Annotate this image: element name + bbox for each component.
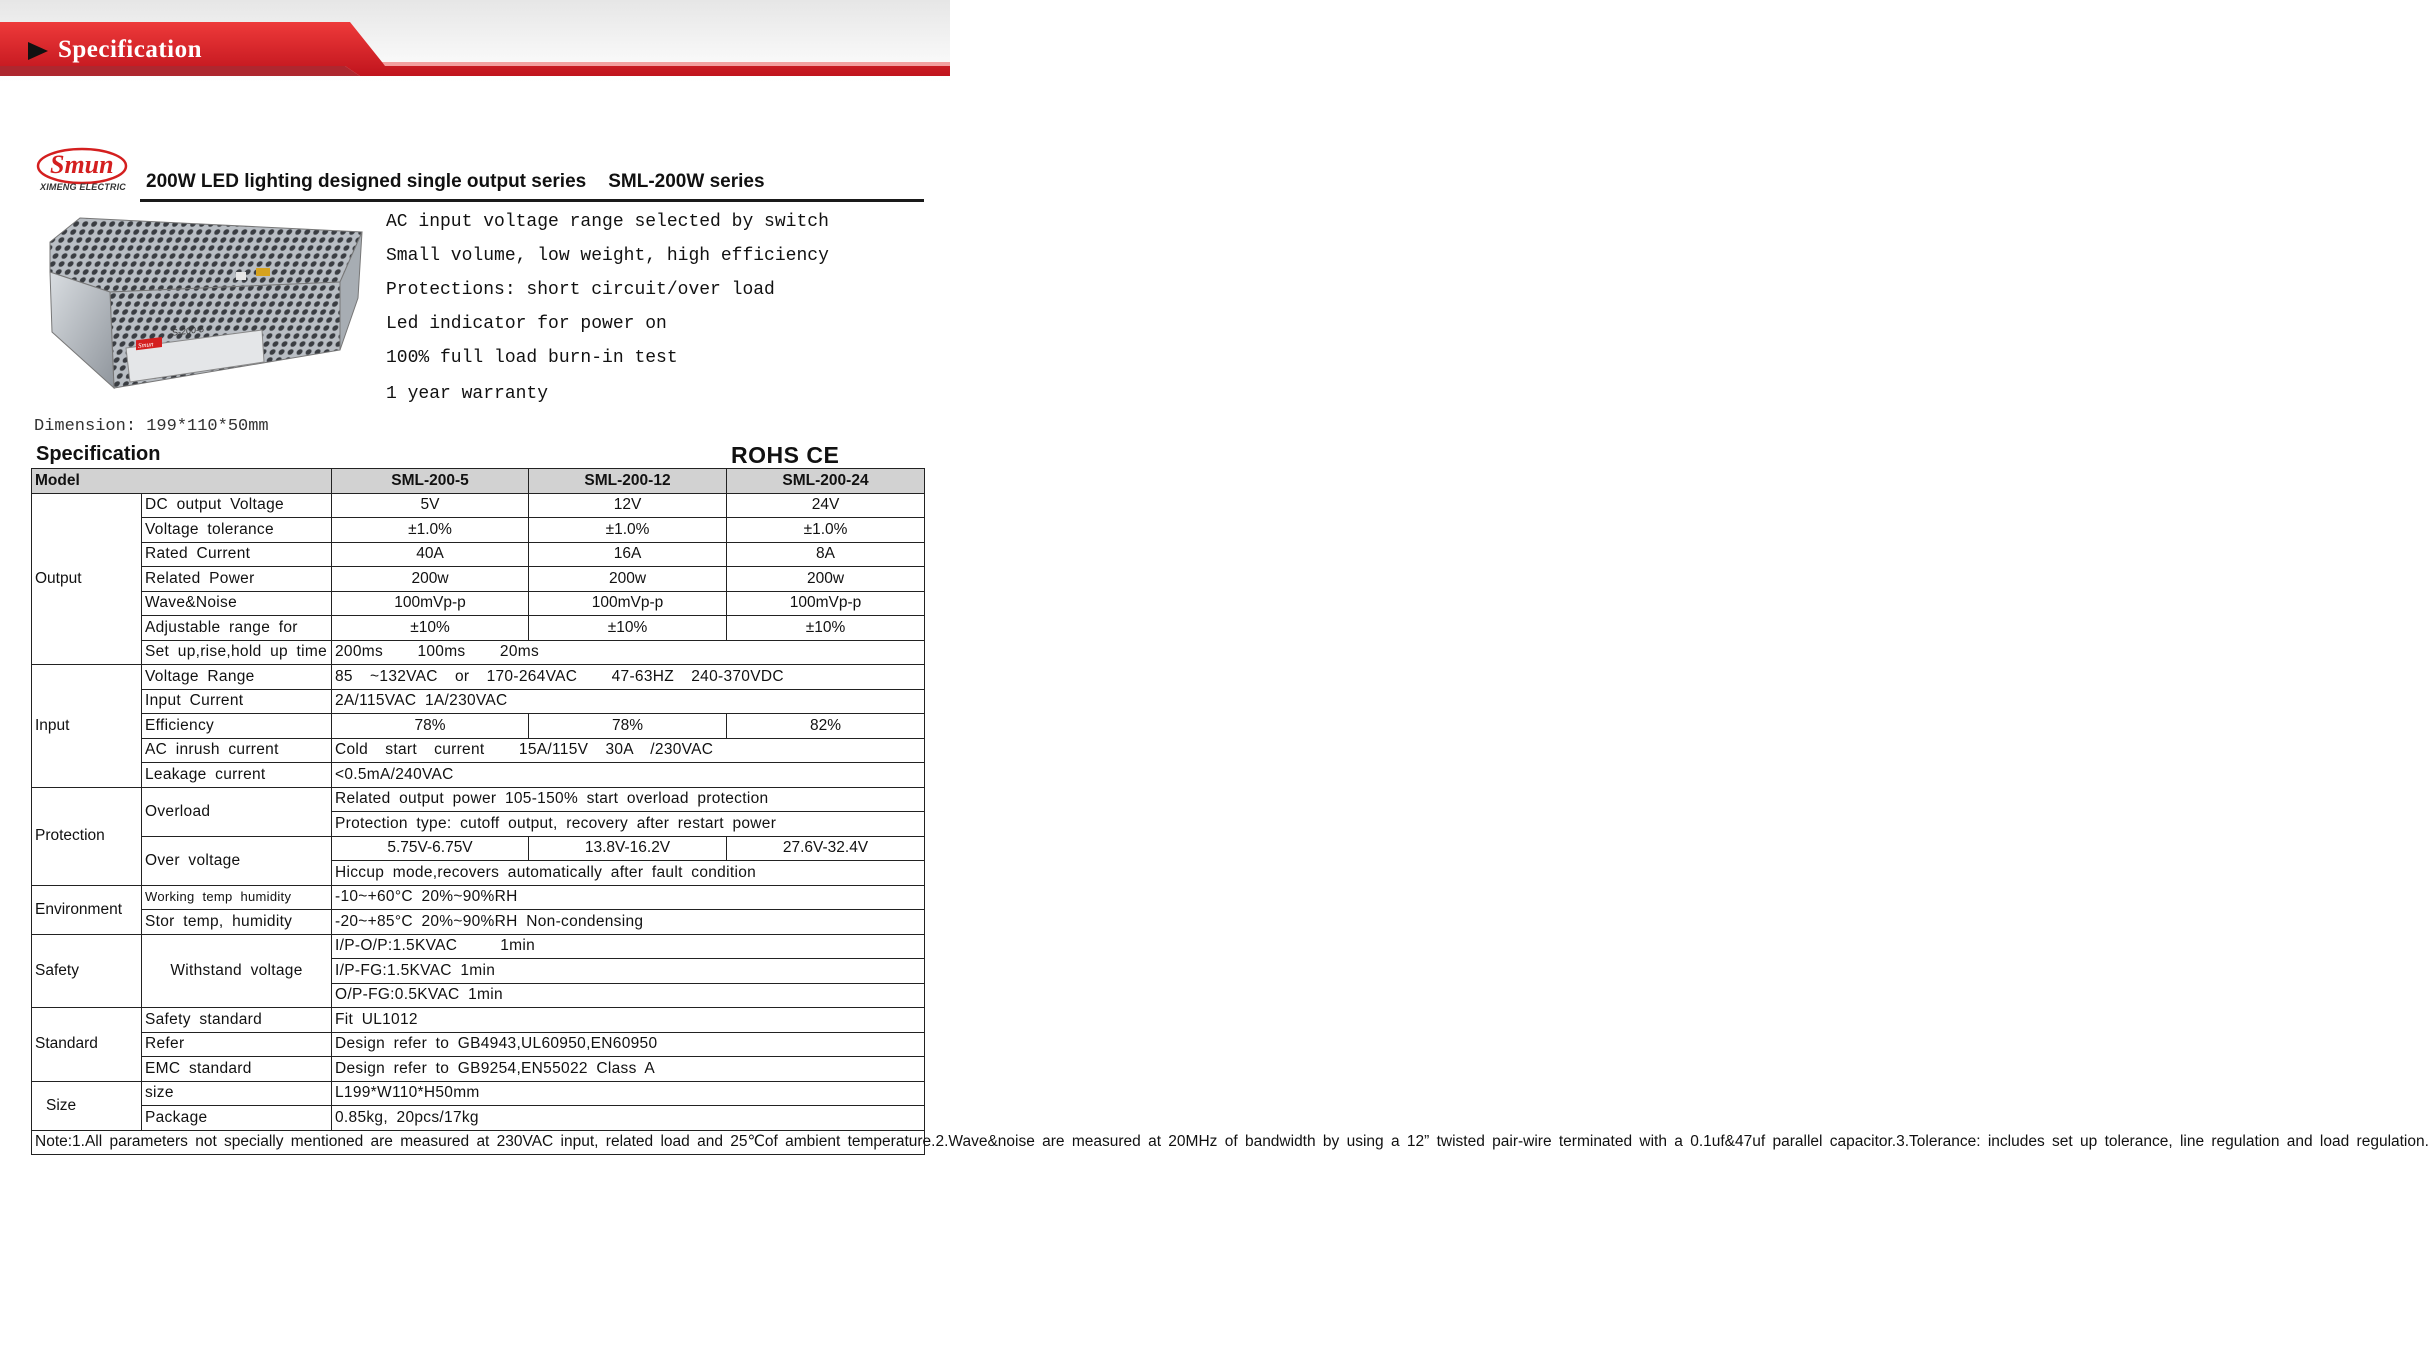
logo-subtitle: XIMENG ELECTRIC	[40, 182, 127, 192]
table-row	[32, 640, 925, 665]
table-cell: Related output power 105-150% start overload protection	[332, 787, 925, 812]
table-cell: <0.5mA/240VAC	[332, 763, 925, 788]
row-label: Input Current	[142, 689, 332, 714]
table-cell: 78%	[529, 714, 727, 739]
table-cell: -10~+60°C 20%~90%RH	[332, 885, 925, 910]
table-cell: O/P-FG:0.5KVAC 1min	[332, 983, 925, 1008]
row-label: AC inrush current	[142, 738, 332, 763]
row-label: Wave&Noise	[142, 591, 332, 616]
table-row	[32, 542, 925, 567]
table-cell: 100mVp-p	[332, 591, 529, 616]
row-label: Efficiency	[142, 714, 332, 739]
row-label: Safety standard	[142, 1008, 332, 1033]
row-label: Set up,rise,hold up time	[142, 640, 332, 665]
table-header-row	[32, 469, 925, 494]
feature-item: 1 year warranty	[386, 384, 549, 404]
section-banner	[0, 0, 950, 82]
table-row	[32, 934, 925, 959]
table-cell: 2A/115VAC 1A/230VAC	[332, 689, 925, 714]
table-cell: L199*W110*H50mm	[332, 1081, 925, 1106]
psu-model-label: S-200-5	[172, 323, 204, 338]
table-cell: 200w	[727, 567, 925, 592]
row-label: size	[142, 1081, 332, 1106]
table-row	[32, 616, 925, 641]
model-header-cell: SML-200-24	[727, 469, 925, 494]
table-cell: I/P-FG:1.5KVAC 1min	[332, 959, 925, 984]
model-header-cell: SML-200-5	[332, 469, 529, 494]
table-cell: 0.85kg, 20pcs/17kg	[332, 1106, 925, 1131]
product-title	[146, 171, 765, 193]
table-row	[32, 1032, 925, 1057]
feature-list	[386, 209, 829, 415]
table-cell: 16A	[529, 542, 727, 567]
row-label: Refer	[142, 1032, 332, 1057]
table-row	[32, 885, 925, 910]
row-label: Adjustable range for	[142, 616, 332, 641]
group-size: Size	[32, 1081, 142, 1130]
banner-title: Specification	[58, 36, 202, 63]
table-row	[32, 689, 925, 714]
table-cell: ±1.0%	[529, 518, 727, 543]
table-row	[32, 1008, 925, 1033]
row-label: Related Power	[142, 567, 332, 592]
row-label: Overload	[142, 787, 332, 836]
table-row	[32, 836, 925, 861]
feature-item: Led indicator for power on	[386, 314, 667, 334]
row-label: EMC standard	[142, 1057, 332, 1082]
table-row	[32, 493, 925, 518]
logo-brand-text: Smun	[50, 150, 114, 179]
row-label: Over voltage	[142, 836, 332, 885]
title-divider	[140, 199, 924, 202]
table-cell: 24V	[727, 493, 925, 518]
table-cell: 5.75V-6.75V	[332, 836, 529, 861]
power-supply-illustration	[40, 212, 370, 397]
table-row	[32, 1130, 925, 1155]
spec-table	[31, 468, 2429, 1155]
table-cell: 12V	[529, 493, 727, 518]
product-image	[40, 212, 370, 397]
model-header-cell: SML-200-12	[529, 469, 727, 494]
table-cell: I/P-O/P:1.5KVAC 1min	[332, 934, 925, 959]
row-label: Rated Current	[142, 542, 332, 567]
certification-label: ROHS CE	[731, 442, 840, 468]
group-standard: Standard	[32, 1008, 142, 1082]
feature-item: 100% full load burn-in test	[386, 348, 678, 368]
product-series-title: 200W LED lighting designed single output series	[146, 171, 587, 192]
group-output: Output	[32, 493, 142, 665]
brand-logo	[34, 146, 130, 198]
table-row	[32, 910, 925, 935]
table-cell: Hiccup mode,recovers automatically after fault condition	[332, 861, 925, 886]
table-cell: 5V	[332, 493, 529, 518]
table-row	[32, 1081, 925, 1106]
table-row	[32, 1057, 925, 1082]
feature-item: Protections: short circuit/over load	[386, 280, 775, 300]
table-cell: ±1.0%	[727, 518, 925, 543]
row-label: Voltage Range	[142, 665, 332, 690]
table-cell: 8A	[727, 542, 925, 567]
table-cell: 100mVp-p	[727, 591, 925, 616]
table-row	[32, 787, 925, 812]
table-cell: ±1.0%	[332, 518, 529, 543]
table-cell: -20~+85°C 20%~90%RH Non-condensing	[332, 910, 925, 935]
table-cell: ±10%	[332, 616, 529, 641]
table-row	[32, 1106, 925, 1131]
row-label: Leakage current	[142, 763, 332, 788]
row-label: DC output Voltage	[142, 493, 332, 518]
table-cell: 40A	[332, 542, 529, 567]
table-row	[32, 591, 925, 616]
table-cell: 100mVp-p	[529, 591, 727, 616]
spec-heading: Specification	[36, 443, 161, 465]
table-row	[32, 763, 925, 788]
row-label: Package	[142, 1106, 332, 1131]
table-row	[32, 714, 925, 739]
table-cell: 85 ~132VAC or 170-264VAC 47-63HZ 240-370VDC	[332, 665, 925, 690]
table-cell: 78%	[332, 714, 529, 739]
row-label: Stor temp, humidity	[142, 910, 332, 935]
table-cell: ±10%	[727, 616, 925, 641]
row-label: Working temp humidity	[142, 885, 332, 910]
table-cell: 82%	[727, 714, 925, 739]
group-safety: Safety	[32, 934, 142, 1008]
table-cell: 200w	[332, 567, 529, 592]
table-cell: Design refer to GB4943,UL60950,EN60950	[332, 1032, 925, 1057]
model-header: Model	[32, 469, 332, 494]
table-row	[32, 567, 925, 592]
table-cell: Fit UL1012	[332, 1008, 925, 1033]
table-cell: Design refer to GB9254,EN55022 Class A	[332, 1057, 925, 1082]
dimension-text: Dimension: 199*110*50mm	[34, 417, 269, 436]
product-series-name: SML-200W series	[608, 171, 765, 192]
table-cell: Protection type: cutoff output, recovery after restart power	[332, 812, 925, 837]
table-row	[32, 665, 925, 690]
group-environment: Environment	[32, 885, 142, 934]
table-cell: 13.8V-16.2V	[529, 836, 727, 861]
spec-note: Note:1.All parameters not specially mentioned are measured at 230VAC input, related load and 25℃of ambient temperature.2.Wave&noise are measured at 20MHz of bandwidth by using a 12” twisted pair-wire terminated with a 0.1uf&47uf parallel capacitor.3.Tolerance: includes set up tolerance, line regulation and load regulation.	[32, 1130, 925, 1155]
table-row	[32, 738, 925, 763]
table-cell: 200ms 100ms 20ms	[332, 640, 925, 665]
psu-brand-label: Smun	[138, 340, 154, 350]
table-cell: Cold start current 15A/115V 30A /230VAC	[332, 738, 925, 763]
table-row	[32, 518, 925, 543]
table-cell: ±10%	[529, 616, 727, 641]
feature-item: AC input voltage range selected by switch	[386, 212, 829, 232]
row-label: Withstand voltage	[142, 934, 332, 1008]
table-cell: 27.6V-32.4V	[727, 836, 925, 861]
group-input: Input	[32, 665, 142, 788]
row-label: Voltage tolerance	[142, 518, 332, 543]
table-cell: 200w	[529, 567, 727, 592]
group-protection: Protection	[32, 787, 142, 885]
feature-item: Small volume, low weight, high efficiency	[386, 246, 829, 266]
